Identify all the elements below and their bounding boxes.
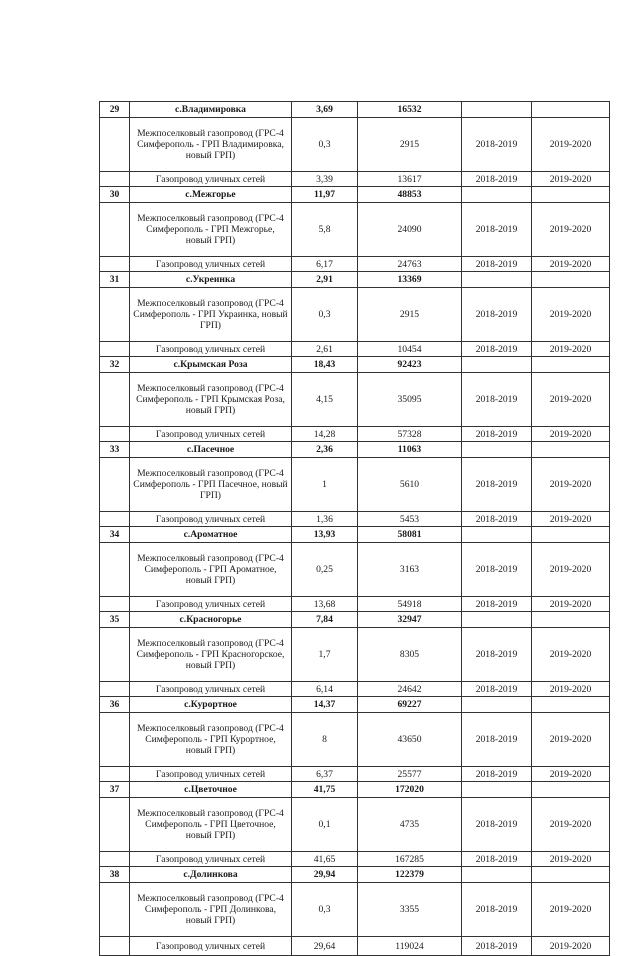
main-pipeline-row [100, 203, 610, 257]
main-pipeline-length: 5,8 [292, 203, 358, 257]
street-network-end: 2019-2020 [532, 512, 610, 527]
empty-cell [100, 458, 130, 512]
street-network-row [100, 172, 610, 187]
street-network-end: 2019-2020 [532, 937, 610, 956]
main-pipeline-end: 2019-2020 [532, 458, 610, 512]
empty-cell [462, 187, 532, 203]
village-cost: 16532 [358, 102, 462, 118]
street-network-cost: 57328 [358, 427, 462, 442]
street-network-row [100, 427, 610, 442]
main-pipeline-end: 2019-2020 [532, 628, 610, 682]
street-network-cost: 25577 [358, 767, 462, 782]
village-length: 13,93 [292, 527, 358, 543]
empty-cell [532, 272, 610, 288]
village-row [100, 697, 610, 713]
street-network-end: 2019-2020 [532, 597, 610, 612]
main-pipeline-length: 0,3 [292, 288, 358, 342]
street-network-end: 2019-2020 [532, 427, 610, 442]
main-pipeline-start: 2018-2019 [462, 118, 532, 172]
street-network-length: 6,14 [292, 682, 358, 697]
street-network-row [100, 682, 610, 697]
main-pipeline-cost: 5610 [358, 458, 462, 512]
empty-cell [462, 867, 532, 883]
street-network-row [100, 512, 610, 527]
empty-cell [100, 597, 130, 612]
main-pipeline-cost: 2915 [358, 288, 462, 342]
village-number: 37 [100, 782, 130, 798]
empty-cell [100, 427, 130, 442]
empty-cell [100, 172, 130, 187]
street-network-desc: Газопровод уличных сетей [130, 512, 292, 527]
street-network-cost: 5453 [358, 512, 462, 527]
empty-cell [532, 357, 610, 373]
village-name: с.Пасечное [130, 442, 292, 458]
street-network-length: 3,39 [292, 172, 358, 187]
street-network-length: 13,68 [292, 597, 358, 612]
empty-cell [532, 102, 610, 118]
street-network-desc: Газопровод уличных сетей [130, 767, 292, 782]
empty-cell [532, 612, 610, 628]
main-pipeline-row [100, 373, 610, 427]
village-length: 29,94 [292, 867, 358, 883]
main-pipeline-desc: Межпоселковый газопровод (ГРС-4 Симферополь - ГРП Красногорское, новый ГРП) [130, 628, 292, 682]
main-pipeline-length: 0,25 [292, 543, 358, 597]
village-length: 18,43 [292, 357, 358, 373]
street-network-start: 2018-2019 [462, 767, 532, 782]
street-network-row [100, 342, 610, 357]
main-pipeline-end: 2019-2020 [532, 798, 610, 852]
main-pipeline-start: 2018-2019 [462, 543, 532, 597]
main-pipeline-row [100, 628, 610, 682]
village-length: 3,69 [292, 102, 358, 118]
main-pipeline-desc: Межпоселковый газопровод (ГРС-4 Симферополь - ГРП Крымская Роза, новый ГРП) [130, 373, 292, 427]
empty-cell [100, 852, 130, 867]
street-network-row [100, 767, 610, 782]
street-network-start: 2018-2019 [462, 427, 532, 442]
empty-cell [100, 373, 130, 427]
main-pipeline-cost: 2915 [358, 118, 462, 172]
village-row [100, 782, 610, 798]
street-network-length: 6,37 [292, 767, 358, 782]
street-network-cost: 24642 [358, 682, 462, 697]
main-pipeline-row [100, 543, 610, 597]
village-number: 33 [100, 442, 130, 458]
empty-cell [100, 512, 130, 527]
main-pipeline-start: 2018-2019 [462, 203, 532, 257]
empty-cell [100, 628, 130, 682]
village-row [100, 612, 610, 628]
empty-cell [462, 442, 532, 458]
village-name: с.Ароматное [130, 527, 292, 543]
street-network-row [100, 852, 610, 867]
empty-cell [100, 342, 130, 357]
main-pipeline-cost: 4735 [358, 798, 462, 852]
street-network-start: 2018-2019 [462, 852, 532, 867]
village-cost: 11063 [358, 442, 462, 458]
street-network-start: 2018-2019 [462, 682, 532, 697]
village-cost: 172020 [358, 782, 462, 798]
empty-cell [462, 697, 532, 713]
main-pipeline-desc: Межпоселковый газопровод (ГРС-4 Симферополь - ГРП Долинкова, новый ГРП) [130, 883, 292, 937]
street-network-cost: 10454 [358, 342, 462, 357]
street-network-start: 2018-2019 [462, 342, 532, 357]
street-network-start: 2018-2019 [462, 512, 532, 527]
main-pipeline-end: 2019-2020 [532, 288, 610, 342]
village-length: 7,84 [292, 612, 358, 628]
village-number: 38 [100, 867, 130, 883]
street-network-length: 41,65 [292, 852, 358, 867]
street-network-length: 2,61 [292, 342, 358, 357]
street-network-length: 6,17 [292, 257, 358, 272]
main-pipeline-end: 2019-2020 [532, 118, 610, 172]
main-pipeline-row [100, 458, 610, 512]
street-network-desc: Газопровод уличных сетей [130, 682, 292, 697]
village-row [100, 867, 610, 883]
empty-cell [462, 612, 532, 628]
village-name: с.Межгорье [130, 187, 292, 203]
main-pipeline-desc: Межпоселковый газопровод (ГРС-4 Симферополь - ГРП Цветочное, новый ГРП) [130, 798, 292, 852]
empty-cell [100, 543, 130, 597]
street-network-cost: 119024 [358, 937, 462, 956]
village-name: с.Долинкова [130, 867, 292, 883]
main-pipeline-end: 2019-2020 [532, 883, 610, 937]
village-name: с.Крымская Роза [130, 357, 292, 373]
village-row [100, 442, 610, 458]
main-pipeline-row [100, 798, 610, 852]
village-row [100, 187, 610, 203]
village-name: с.Цветочное [130, 782, 292, 798]
village-length: 2,36 [292, 442, 358, 458]
main-pipeline-start: 2018-2019 [462, 373, 532, 427]
main-pipeline-desc: Межпоселковый газопровод (ГРС-4 Симферополь - ГРП Ароматное, новый ГРП) [130, 543, 292, 597]
main-pipeline-cost: 35095 [358, 373, 462, 427]
street-network-end: 2019-2020 [532, 257, 610, 272]
street-network-end: 2019-2020 [532, 172, 610, 187]
main-pipeline-length: 0,1 [292, 798, 358, 852]
main-pipeline-start: 2018-2019 [462, 458, 532, 512]
empty-cell [100, 883, 130, 937]
main-pipeline-length: 0,3 [292, 883, 358, 937]
empty-cell [100, 767, 130, 782]
village-name: с.Красногорье [130, 612, 292, 628]
empty-cell [100, 203, 130, 257]
village-name: с.Укреинка [130, 272, 292, 288]
village-cost: 58081 [358, 527, 462, 543]
main-pipeline-start: 2018-2019 [462, 883, 532, 937]
main-pipeline-start: 2018-2019 [462, 798, 532, 852]
village-name: с.Владимировка [130, 102, 292, 118]
empty-cell [100, 937, 130, 956]
village-number: 29 [100, 102, 130, 118]
street-network-start: 2018-2019 [462, 257, 532, 272]
street-network-desc: Газопровод уличных сетей [130, 597, 292, 612]
main-pipeline-length: 0,3 [292, 118, 358, 172]
village-length: 41,75 [292, 782, 358, 798]
main-pipeline-desc: Межпоселковый газопровод (ГРС-4 Симферополь - ГРП Межгорье, новый ГРП) [130, 203, 292, 257]
main-pipeline-row [100, 118, 610, 172]
main-pipeline-length: 8 [292, 713, 358, 767]
main-pipeline-start: 2018-2019 [462, 288, 532, 342]
main-pipeline-length: 1,7 [292, 628, 358, 682]
empty-cell [462, 527, 532, 543]
village-row [100, 357, 610, 373]
village-row [100, 272, 610, 288]
village-cost: 92423 [358, 357, 462, 373]
street-network-start: 2018-2019 [462, 937, 532, 956]
empty-cell [100, 798, 130, 852]
street-network-end: 2019-2020 [532, 767, 610, 782]
street-network-cost: 13617 [358, 172, 462, 187]
empty-cell [462, 782, 532, 798]
street-network-row [100, 937, 610, 956]
village-number: 36 [100, 697, 130, 713]
empty-cell [532, 527, 610, 543]
main-pipeline-length: 1 [292, 458, 358, 512]
street-network-desc: Газопровод уличных сетей [130, 937, 292, 956]
empty-cell [100, 288, 130, 342]
main-pipeline-desc: Межпоселковый газопровод (ГРС-4 Симферополь - ГРП Пасечное, новый ГРП) [130, 458, 292, 512]
main-pipeline-row [100, 713, 610, 767]
main-pipeline-end: 2019-2020 [532, 713, 610, 767]
street-network-desc: Газопровод уличных сетей [130, 257, 292, 272]
main-pipeline-row [100, 288, 610, 342]
empty-cell [532, 187, 610, 203]
village-number: 31 [100, 272, 130, 288]
main-pipeline-start: 2018-2019 [462, 628, 532, 682]
village-number: 34 [100, 527, 130, 543]
main-pipeline-desc: Межпоселковый газопровод (ГРС-4 Симферополь - ГРП Владимировка, новый ГРП) [130, 118, 292, 172]
empty-cell [532, 442, 610, 458]
street-network-start: 2018-2019 [462, 597, 532, 612]
main-pipeline-desc: Межпоселковый газопровод (ГРС-4 Симферополь - ГРП Курортное, новый ГРП) [130, 713, 292, 767]
main-pipeline-cost: 8305 [358, 628, 462, 682]
main-pipeline-cost: 43650 [358, 713, 462, 767]
empty-cell [462, 272, 532, 288]
main-pipeline-cost: 24090 [358, 203, 462, 257]
village-row [100, 102, 610, 118]
street-network-row [100, 257, 610, 272]
village-length: 11,97 [292, 187, 358, 203]
empty-cell [462, 357, 532, 373]
street-network-end: 2019-2020 [532, 342, 610, 357]
village-length: 14,37 [292, 697, 358, 713]
village-cost: 32947 [358, 612, 462, 628]
main-pipeline-cost: 3355 [358, 883, 462, 937]
main-pipeline-row [100, 883, 610, 937]
empty-cell [100, 118, 130, 172]
village-cost: 69227 [358, 697, 462, 713]
street-network-cost: 24763 [358, 257, 462, 272]
street-network-start: 2018-2019 [462, 172, 532, 187]
village-number: 30 [100, 187, 130, 203]
main-pipeline-end: 2019-2020 [532, 203, 610, 257]
main-pipeline-start: 2018-2019 [462, 713, 532, 767]
street-network-desc: Газопровод уличных сетей [130, 172, 292, 187]
village-name: с.Курортное [130, 697, 292, 713]
main-pipeline-length: 4,15 [292, 373, 358, 427]
street-network-length: 14,28 [292, 427, 358, 442]
village-row [100, 527, 610, 543]
empty-cell [532, 867, 610, 883]
main-pipeline-end: 2019-2020 [532, 373, 610, 427]
street-network-desc: Газопровод уличных сетей [130, 852, 292, 867]
street-network-end: 2019-2020 [532, 852, 610, 867]
village-number: 32 [100, 357, 130, 373]
street-network-length: 29,64 [292, 937, 358, 956]
street-network-end: 2019-2020 [532, 682, 610, 697]
empty-cell [100, 682, 130, 697]
street-network-length: 1,36 [292, 512, 358, 527]
street-network-desc: Газопровод уличных сетей [130, 342, 292, 357]
gas-pipeline-table [99, 101, 610, 956]
table-body [100, 102, 610, 956]
village-number: 35 [100, 612, 130, 628]
main-pipeline-desc: Межпоселковый газопровод (ГРС-4 Симферополь - ГРП Украинка, новый ГРП) [130, 288, 292, 342]
village-cost: 48853 [358, 187, 462, 203]
street-network-cost: 54918 [358, 597, 462, 612]
village-cost: 122379 [358, 867, 462, 883]
main-pipeline-cost: 3163 [358, 543, 462, 597]
empty-cell [532, 782, 610, 798]
street-network-cost: 167285 [358, 852, 462, 867]
village-length: 2,91 [292, 272, 358, 288]
empty-cell [462, 102, 532, 118]
street-network-row [100, 597, 610, 612]
empty-cell [532, 697, 610, 713]
village-cost: 13369 [358, 272, 462, 288]
main-pipeline-end: 2019-2020 [532, 543, 610, 597]
street-network-desc: Газопровод уличных сетей [130, 427, 292, 442]
empty-cell [100, 713, 130, 767]
empty-cell [100, 257, 130, 272]
